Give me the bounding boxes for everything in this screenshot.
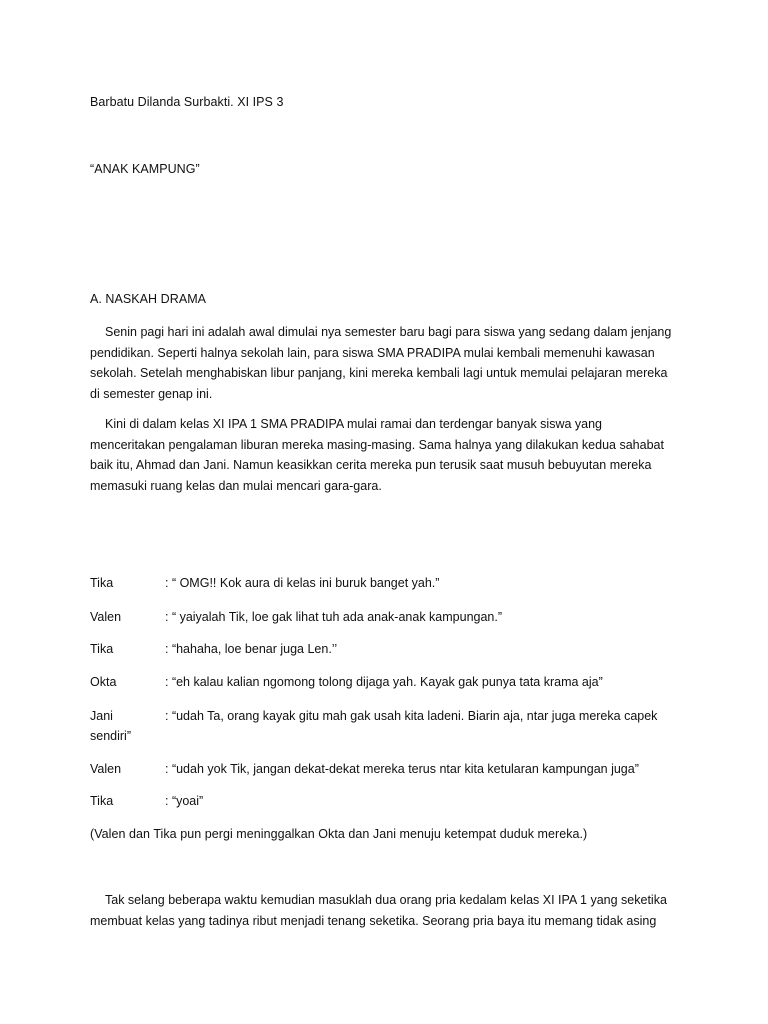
dialogue-text: : “yoai” [165, 794, 204, 808]
dialogue-line [90, 639, 680, 659]
dialogue-line [90, 672, 680, 692]
dialogue-line [90, 759, 680, 779]
dialogue-line [90, 607, 680, 627]
dialogue-speaker: Valen [90, 762, 122, 776]
dialogue-speaker: Tika [90, 794, 114, 808]
dialogue-line [90, 573, 680, 593]
dialogue-text: : “eh kalau kalian ngomong tolong dijaga yah. Kayak gak punya tata krama aja” [165, 675, 603, 689]
paragraph-1: Senin pagi hari ini adalah awal dimulai nya semester baru bagi para siswa yang sedang dalam jenjang pendidikan. Seperti halnya sekolah lain, para siswa SMA PRADIPA mulai kembali memenuhi kawasan sekolah. Setelah menghabiskan libur panjang, kini mereka kembali lagi untuk memulai pelajaran mereka di semester genap ini. [90, 325, 672, 401]
section-heading: A. NASKAH DRAMA [90, 292, 207, 306]
dialogue-line [90, 791, 680, 811]
dialogue-speaker: Jani [90, 709, 113, 723]
dialogue-speaker: Tika [90, 576, 114, 590]
author-line: Barbatu Dilanda Surbakti. XI IPS 3 [90, 95, 284, 109]
dialogue-text: : “hahaha, loe benar juga Len.’’ [165, 642, 338, 656]
dialogue-text: : “udah yok Tik, jangan dekat-dekat mereka terus ntar kita ketularan kampungan juga” [165, 762, 639, 776]
dialogue-line [90, 706, 680, 746]
dialogue-text: : “ OMG!! Kok aura di kelas ini buruk banget yah.” [165, 576, 440, 590]
stage-direction: (Valen dan Tika pun pergi meninggalkan Okta dan Jani menuju ketempat duduk mereka.) [90, 827, 588, 841]
drama-title: “ANAK KAMPUNG” [90, 162, 200, 176]
dialogue-speaker: Tika [90, 642, 114, 656]
dialogue-text: : “udah Ta, orang kayak gitu mah gak usah kita ladeni. Biarin aja, ntar juga mereka capek sendiri” [90, 709, 658, 743]
dialogue-text: : “ yaiyalah Tik, loe gak lihat tuh ada anak-anak kampungan.” [165, 610, 503, 624]
paragraph-2: Kini di dalam kelas XI IPA 1 SMA PRADIPA mulai ramai dan terdengar banyak siswa yang menceritakan pengalaman liburan mereka masing-masing. Sama halnya yang dilakukan kedua sahabat baik itu, Ahmad dan Jani. Namun keasikkan cerita mereka pun terusik saat musuh bebuyutan mereka memasuki ruang kelas dan mulai mencari gara-gara. [90, 417, 664, 493]
dialogue-speaker: Valen [90, 610, 122, 624]
closing-paragraph: Tak selang beberapa waktu kemudian masuklah dua orang pria kedalam kelas XI IPA 1 yang seketika membuat kelas yang tadinya ribut menjadi tenang seketika. Seorang pria baya itu memang tidak asing [90, 893, 667, 928]
dialogue-speaker: Okta [90, 675, 117, 689]
